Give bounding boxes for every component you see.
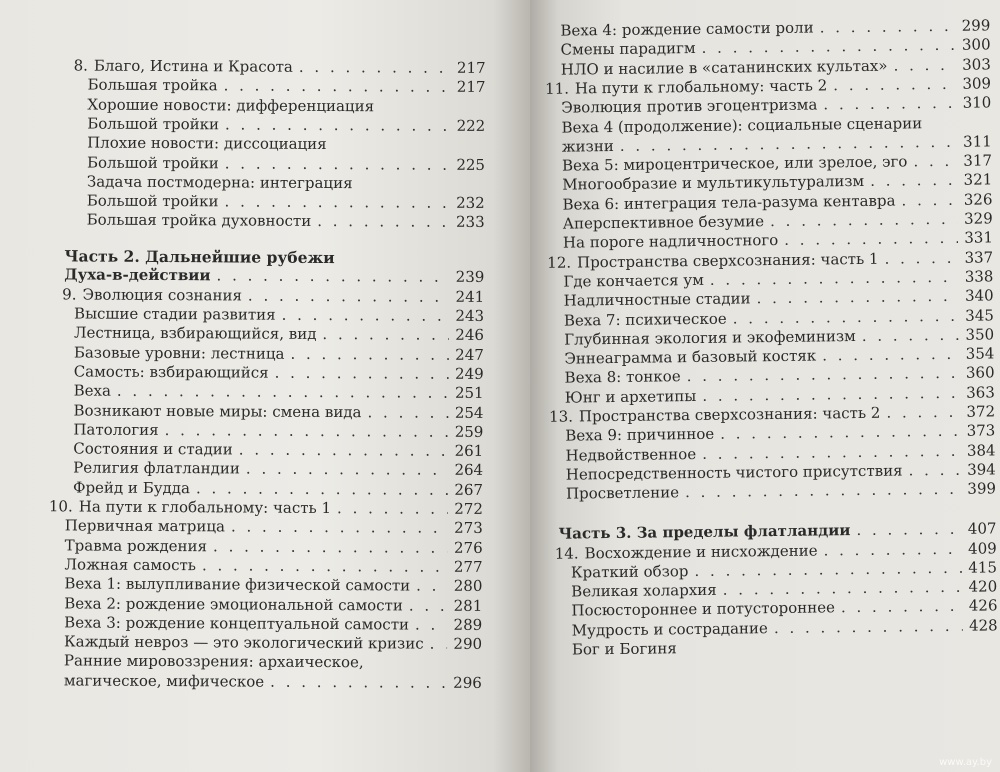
entry-title: Хорошие новости: дифференциация: [87, 95, 375, 115]
dot-leader: [275, 364, 450, 384]
toc-entry: [64, 594, 482, 616]
chapter-number: 9.: [62, 285, 77, 304]
page-number: 345: [965, 305, 994, 325]
entry-title: Фрейд и Будда: [72, 478, 191, 497]
dot-leader: [217, 267, 450, 287]
dot-leader: [823, 94, 957, 115]
entry-title: Эволюция против эгоцентризма: [561, 95, 818, 117]
dot-leader: [231, 518, 448, 538]
dot-leader: [430, 635, 448, 654]
dot-leader: [225, 115, 451, 135]
dot-leader: [756, 287, 959, 308]
page-number: 273: [454, 519, 483, 538]
entry-title: Аперспективное безумие: [562, 212, 765, 233]
toc-entry: [74, 304, 484, 326]
entry-title: Патология: [73, 420, 159, 439]
toc-entry: [64, 652, 482, 674]
page-number: 326: [963, 190, 993, 209]
page-number: 277: [453, 557, 483, 576]
toc-entry: [74, 343, 484, 365]
page-number: 354: [965, 344, 995, 363]
watermark: www.ay.by: [939, 757, 992, 768]
toc-chapter-entry: [49, 497, 483, 519]
entry-title: Эннеаграмма и базовый костяк: [564, 346, 817, 368]
entry-title: НЛО и насилие в «сатанинских культах»: [560, 56, 888, 79]
chapter-number: 13.: [548, 407, 574, 426]
entry-title: Где кончается ум: [563, 270, 704, 291]
dot-leader: [822, 345, 960, 366]
page-number: 254: [454, 403, 484, 422]
page-number: 267: [454, 480, 484, 499]
toc-entry: [64, 632, 482, 654]
entry-title: На пути к глобальному: часть 2: [574, 76, 828, 98]
dot-leader: [774, 616, 963, 637]
toc-entry: [73, 440, 483, 462]
dot-leader: [239, 441, 449, 461]
page-number: 222: [456, 116, 486, 135]
page-number: 243: [455, 306, 485, 325]
dot-leader: [117, 382, 449, 403]
toc-entry: [73, 459, 483, 481]
entry-title: Веха 6: интеграция тела-разума кентавра: [562, 191, 896, 214]
part-heading: [64, 266, 484, 288]
page-number: 264: [454, 461, 484, 480]
page-number: 329: [963, 209, 993, 228]
page-number: 331: [964, 228, 994, 248]
dot-leader: [317, 212, 450, 232]
toc-entry: [87, 76, 485, 97]
page-number: 300: [961, 35, 991, 55]
toc-entry: [73, 478, 483, 500]
page-number: 290: [453, 634, 483, 654]
entry-title: Непосредственность чистого присутствия: [565, 461, 903, 484]
dot-leader: [685, 480, 962, 502]
dot-leader: [901, 190, 958, 210]
page-number: 299: [961, 16, 991, 35]
entry-title: Ложная самость: [64, 555, 197, 575]
entry-title: Плохие новости: диссоциация: [87, 133, 327, 154]
toc-entry: [566, 480, 996, 504]
page-number: 246: [455, 326, 485, 345]
entry-title: Великая холархия: [571, 580, 717, 601]
page-number: 350: [965, 325, 995, 344]
page-number: 225: [456, 155, 486, 174]
entry-title: На пороге надличностного: [562, 231, 779, 252]
dot-leader: [248, 286, 450, 306]
toc-entry: [64, 555, 482, 577]
entry-title: Посюстороннее и потустороннее: [571, 598, 836, 620]
entry-title: Возникают новые миры: смена вида: [73, 400, 362, 421]
chapter-number: 14.: [554, 543, 579, 563]
dot-leader: [415, 615, 448, 634]
dot-leader: [282, 306, 450, 326]
dot-leader: [196, 479, 449, 500]
dot-leader: [165, 421, 449, 442]
page-number: 415: [968, 558, 998, 577]
dot-leader: [820, 17, 956, 38]
page-number: 311: [963, 132, 992, 151]
page-number: 373: [966, 421, 996, 440]
toc-entry: [87, 192, 485, 213]
dot-leader: [870, 171, 958, 191]
entry-title: Первичная матрица: [64, 516, 226, 536]
dot-leader: [225, 192, 451, 212]
toc-entry: [64, 613, 482, 635]
chapter-number: 10.: [48, 497, 73, 516]
entry-title: Краткий обзор: [570, 561, 689, 582]
toc-entry: [572, 635, 998, 659]
page-number: 409: [967, 538, 997, 558]
entry-title: Юнг и архетипы: [564, 386, 697, 407]
toc-entry: [87, 211, 485, 232]
entry-title: Глубинная экология и экофеминизм: [564, 326, 856, 349]
dot-leader: [833, 75, 956, 96]
page-number: 337: [964, 247, 994, 267]
chapter-number: 11.: [544, 79, 570, 98]
page-number: 251: [454, 383, 484, 403]
page-number: 428: [968, 616, 998, 635]
entry-title: Задача постмодерна: интеграция: [86, 172, 353, 192]
entry-title: Каждый невроз — это экологический кризис: [64, 632, 424, 653]
dot-leader: [290, 344, 449, 364]
dot-leader: [862, 326, 960, 346]
entry-title: Просветление: [565, 483, 680, 503]
entry-title: Многообразие и мультикультурализм: [562, 172, 865, 195]
dot-leader: [213, 537, 448, 557]
entry-title: Веха 1: вылупливание физической самости: [64, 574, 411, 595]
toc-entry: [87, 95, 485, 116]
page-number: 426: [968, 596, 998, 616]
entry-title: Базовые уровни: лестница: [73, 343, 285, 363]
page-number: 272: [454, 499, 483, 518]
page-number: 420: [968, 577, 998, 596]
entry-title: Большая тройка: [87, 75, 218, 95]
right-page: [530, 0, 1000, 772]
entry-title: Высшие стадии развития: [74, 304, 276, 324]
page-number: 360: [965, 363, 995, 383]
entry-title: Веха 4 (продолжение): социальные сценарии: [561, 113, 923, 137]
page-number: 338: [964, 267, 994, 286]
page-number: 399: [967, 479, 997, 498]
dot-leader: [322, 325, 449, 345]
toc-entry: [64, 575, 482, 597]
entry-title: Ранние мировоззрения: архаическое,: [63, 651, 364, 672]
chapter-number: 8.: [73, 56, 88, 75]
page-number: 217: [456, 58, 486, 77]
toc-entry: [87, 153, 485, 174]
page-number: 249: [455, 364, 484, 383]
page-number: 321: [963, 170, 993, 190]
entry-title: магическое, мифическое: [63, 671, 265, 691]
dot-leader: [913, 152, 957, 172]
page-number: 232: [456, 193, 485, 213]
toc-entry: [87, 172, 485, 193]
page-number: 281: [453, 596, 483, 615]
toc-entry: [87, 114, 485, 135]
entry-title: Веха 3: рождение концептуальной самости: [64, 613, 410, 634]
entry-title: Веха 7: психическое: [563, 309, 727, 330]
page-number: 241: [455, 287, 485, 306]
entry-title: Недвойственное: [565, 444, 697, 465]
dot-leader: [710, 268, 959, 290]
page-number: 259: [454, 422, 484, 441]
entry-title: Эволюция сознания: [82, 285, 243, 305]
dot-leader: [224, 77, 451, 97]
toc-entry: [87, 134, 485, 155]
part-heading-text: Часть 3. За пределы флатландии: [558, 520, 851, 543]
page-number: 310: [962, 93, 992, 112]
page-number: 296: [453, 673, 482, 692]
entry-title: Веха 2: рождение эмоциональной самости: [64, 593, 403, 614]
page-number: 247: [455, 345, 484, 364]
dot-leader: [270, 672, 447, 692]
entry-title: Веха 8: тонкое: [564, 367, 681, 387]
entry-title: Большой тройки: [87, 114, 220, 134]
dot-leader: [856, 519, 962, 539]
entry-title: На пути к глобальному: часть 1: [78, 497, 332, 518]
part-heading: Часть 2. Дальнейшие рубежи: [64, 246, 335, 267]
entry-title: Пространства сверхсознания: часть 1: [576, 249, 879, 272]
entry-title: Религия флатландии: [73, 458, 240, 478]
entry-title: Благо, Истина и Красота: [93, 56, 293, 76]
entry-title: Веха: [73, 381, 111, 400]
page-number: 394: [967, 460, 996, 479]
dot-leader: [841, 597, 963, 617]
entry-title: Бог и Богиня: [571, 639, 677, 659]
entry-title: Пространства сверхсознания: часть 2: [578, 403, 881, 426]
dot-leader: [337, 499, 448, 519]
toc-entry: [74, 382, 484, 404]
dot-leader: [823, 539, 962, 560]
page-number: 280: [453, 576, 483, 596]
entry-title: Веха 5: мироцентрическое, или зрелое, эго: [561, 152, 908, 175]
entry-title: Веха 4: рождение самости роли: [560, 18, 814, 40]
toc-entry: [65, 517, 483, 539]
page-number: 363: [966, 383, 995, 402]
dot-leader: [893, 55, 956, 75]
entry-title: Смены парадигм: [560, 39, 696, 59]
toc-entry: [74, 324, 484, 346]
page-number: 317: [963, 151, 993, 170]
entry-title: Состояния и стадии: [73, 439, 233, 459]
dot-leader: [770, 210, 958, 231]
chapter-number: 12.: [547, 253, 572, 272]
entry-title: Травма рождения: [64, 535, 208, 555]
page-number: 261: [454, 441, 484, 461]
dot-leader: [784, 229, 958, 250]
entry-title: жизни: [561, 136, 614, 156]
page-number: 309: [962, 74, 992, 93]
dot-leader: [409, 596, 448, 615]
page-number: 340: [964, 286, 994, 305]
toc-chapter-entry: [62, 285, 484, 307]
page-number: 217: [456, 78, 486, 97]
toc-entry: [74, 362, 484, 384]
entry-title: Большой тройки: [86, 191, 219, 211]
page-number: 233: [455, 213, 485, 232]
entry-title: Большая тройка духовности: [86, 210, 312, 231]
dot-leader: [246, 460, 449, 480]
entry-title: Лестница, взбирающийся, вид: [73, 323, 317, 344]
toc-entry: [65, 536, 483, 558]
entry-title: Веха 9: причинное: [565, 425, 715, 445]
dot-leader: [908, 461, 961, 481]
page-number: 407: [967, 518, 997, 538]
page-number: 372: [966, 402, 996, 421]
dot-leader: [299, 58, 451, 78]
dot-leader: [720, 422, 961, 444]
page-number: 384: [966, 440, 996, 460]
toc-chapter-entry: [74, 56, 486, 78]
entry-title: Большой тройки: [86, 153, 219, 172]
dot-leader: [723, 578, 963, 600]
dot-leader: [367, 403, 448, 422]
entry-title: Самость: взбирающийся: [73, 362, 269, 382]
toc-entry: [73, 420, 483, 442]
entry-title: Восхождение и нисхождение: [584, 541, 818, 562]
entry-title: Надличностные стадии: [563, 289, 751, 310]
dot-leader: [225, 154, 451, 174]
toc-entry: [64, 671, 482, 693]
dot-leader: [884, 248, 958, 268]
page-number: 303: [962, 54, 991, 74]
part-heading-text: Духа-в-действии: [64, 265, 211, 285]
dot-leader: [202, 556, 448, 577]
page-number: 276: [453, 538, 483, 557]
dot-leader: [416, 577, 448, 596]
dot-leader: [733, 306, 960, 328]
toc-entry: [73, 401, 483, 423]
page-number: 289: [453, 615, 483, 634]
page-number: 239: [455, 267, 485, 287]
dot-leader: [886, 403, 960, 423]
entry-title: Мудрость и сострадание: [571, 618, 768, 640]
